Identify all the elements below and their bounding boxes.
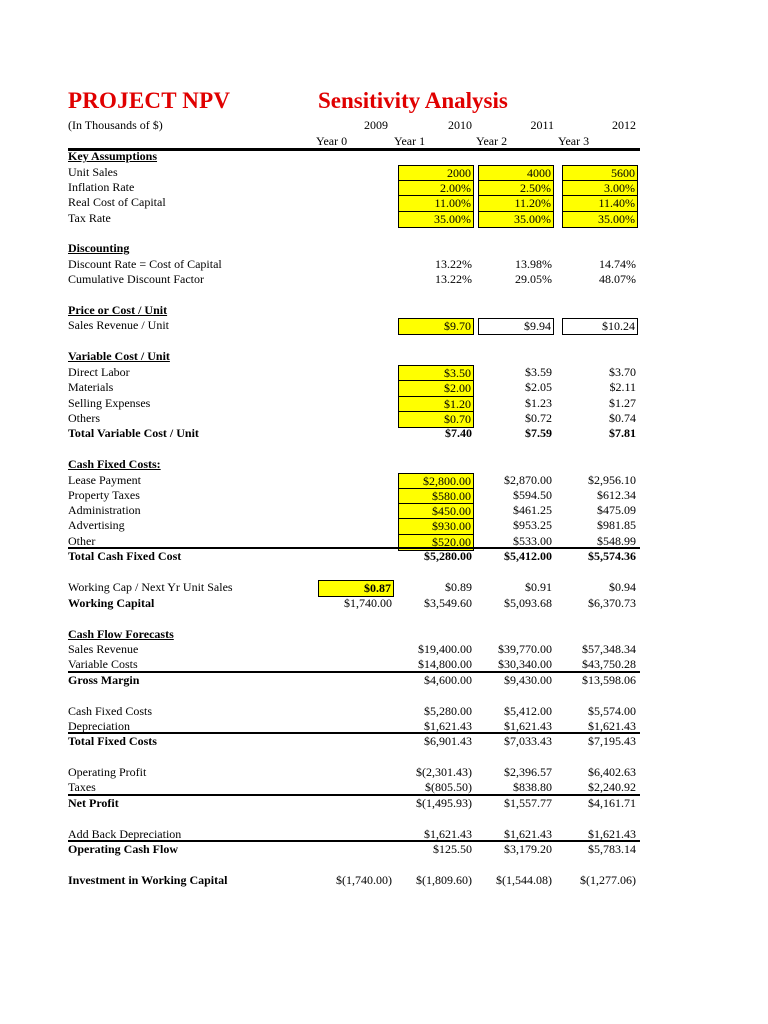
cell-year-0[interactable]: $1,740.00 bbox=[344, 596, 392, 610]
cell-year-3[interactable]: $3.70 bbox=[609, 365, 636, 379]
row-label: Advertising bbox=[68, 518, 125, 532]
row-r05 bbox=[0, 211, 768, 226]
cell-year-1[interactable]: 11.00% bbox=[398, 195, 474, 212]
cell-year-1[interactable]: $5,280.00 bbox=[424, 704, 472, 718]
cell-year-3[interactable]: $5,574.00 bbox=[588, 704, 636, 718]
cell-year-3[interactable]: $4,161.71 bbox=[588, 796, 636, 810]
cell-year-2[interactable]: 13.98% bbox=[515, 257, 552, 271]
cell-year-1[interactable]: $(1,495.93) bbox=[416, 796, 472, 810]
cell-year-2[interactable]: $(1,544.08) bbox=[496, 873, 552, 887]
cell-year-2[interactable]: $39,770.00 bbox=[498, 642, 552, 656]
row-label: Net Profit bbox=[68, 796, 119, 810]
row-r12 bbox=[0, 365, 768, 380]
cell-year-3[interactable]: $2,240.92 bbox=[588, 780, 636, 794]
row-label: Add Back Depreciation bbox=[68, 827, 182, 841]
cell-year-1[interactable]: $4,600.00 bbox=[424, 673, 472, 687]
cell-year-1[interactable]: $1.20 bbox=[398, 396, 474, 413]
calendar-year-2009: 2009 bbox=[364, 118, 388, 132]
cell-year-1[interactable]: $(1,809.60) bbox=[416, 873, 472, 887]
cell-year-1[interactable]: $1,621.43 bbox=[424, 719, 472, 733]
cell-year-2[interactable]: $838.80 bbox=[513, 780, 552, 794]
cell-year-3[interactable]: $1.27 bbox=[609, 396, 636, 410]
row-label: Other bbox=[68, 534, 96, 548]
cell-year-3[interactable]: $0.74 bbox=[609, 411, 636, 425]
row-r18 bbox=[0, 473, 768, 488]
cell-year-3[interactable]: $1,621.43 bbox=[588, 827, 636, 841]
row-r32 bbox=[0, 734, 768, 749]
cell-year-3[interactable]: $(1,277.06) bbox=[580, 873, 636, 887]
row-label: Lease Payment bbox=[68, 473, 141, 487]
row-label: Total Cash Fixed Cost bbox=[68, 549, 182, 563]
row-label: Sales Revenue / Unit bbox=[68, 318, 169, 332]
cell-year-3[interactable]: $612.34 bbox=[597, 488, 636, 502]
row-r01 bbox=[0, 149, 768, 164]
cell-year-2[interactable]: $7.59 bbox=[525, 426, 552, 440]
row-r14 bbox=[0, 396, 768, 411]
row-r26 bbox=[0, 627, 768, 642]
cell-year-1[interactable]: $450.00 bbox=[398, 503, 474, 520]
cell-year-2[interactable]: $594.50 bbox=[513, 488, 552, 502]
cell-year-2[interactable]: $7,033.43 bbox=[504, 734, 552, 748]
row-label: Depreciation bbox=[68, 719, 130, 733]
units-note: (In Thousands of $) bbox=[68, 118, 163, 132]
row-label: Cash Fixed Costs bbox=[68, 704, 153, 718]
cell-year-3[interactable]: $7,195.43 bbox=[588, 734, 636, 748]
year-label-1: Year 1 bbox=[394, 134, 426, 148]
cell-year-3[interactable]: $6,370.73 bbox=[588, 596, 636, 610]
year-label-2: Year 2 bbox=[476, 134, 508, 148]
row-label: Administration bbox=[68, 503, 141, 517]
cell-year-3[interactable]: $548.99 bbox=[597, 534, 636, 548]
page-subtitle: Sensitivity Analysis bbox=[318, 88, 508, 113]
row-r24 bbox=[0, 580, 768, 595]
cell-year-2[interactable]: $5,412.00 bbox=[504, 704, 552, 718]
cell-year-2[interactable]: $9.94 bbox=[478, 318, 554, 335]
cell-year-2[interactable]: $0.91 bbox=[525, 580, 552, 594]
cell-year-1[interactable]: $6,901.43 bbox=[424, 734, 472, 748]
cell-year-3[interactable]: 11.40% bbox=[562, 195, 638, 212]
calendar-year-2011: 2011 bbox=[530, 118, 554, 132]
cell-year-1[interactable]: $5,280.00 bbox=[424, 549, 472, 563]
cell-year-3[interactable]: 3.00% bbox=[562, 180, 638, 197]
cell-year-2[interactable]: $5,412.00 bbox=[504, 549, 552, 563]
row-label: Cash Flow Forecasts bbox=[68, 627, 174, 641]
row-r09 bbox=[0, 303, 768, 318]
row-label: Discount Rate = Cost of Capital bbox=[68, 257, 222, 271]
cell-year-2[interactable]: $2,396.57 bbox=[504, 765, 552, 779]
cell-year-3[interactable]: $1,621.43 bbox=[588, 719, 636, 733]
cell-year-1[interactable]: $7.40 bbox=[445, 426, 472, 440]
row-r11 bbox=[0, 349, 768, 364]
row-r07 bbox=[0, 257, 768, 272]
row-r08 bbox=[0, 272, 768, 287]
cell-year-3[interactable]: 35.00% bbox=[562, 211, 638, 228]
cell-year-3[interactable]: $981.85 bbox=[597, 518, 636, 532]
row-r28 bbox=[0, 657, 768, 672]
cell-year-1[interactable]: $0.89 bbox=[445, 580, 472, 594]
row-label: Operating Profit bbox=[68, 765, 147, 779]
row-label: Working Capital bbox=[68, 596, 155, 610]
cell-year-3[interactable]: $5,783.14 bbox=[588, 842, 636, 856]
cell-year-2[interactable]: $0.72 bbox=[525, 411, 552, 425]
row-r37 bbox=[0, 842, 768, 857]
cell-year-1[interactable]: $2.00 bbox=[398, 380, 474, 397]
cell-year-2[interactable]: $953.25 bbox=[513, 518, 552, 532]
cell-year-1[interactable]: $930.00 bbox=[398, 518, 474, 535]
cell-year-3[interactable]: $2,956.10 bbox=[588, 473, 636, 487]
cell-year-3[interactable]: $5,574.36 bbox=[588, 549, 636, 563]
cell-year-2[interactable]: $30,340.00 bbox=[498, 657, 552, 671]
row-label: Gross Margin bbox=[68, 673, 140, 687]
row-r15 bbox=[0, 411, 768, 426]
row-label: Variable Cost / Unit bbox=[68, 349, 170, 363]
row-r06 bbox=[0, 241, 768, 256]
cell-year-1[interactable]: $19,400.00 bbox=[418, 642, 472, 656]
cell-year-1[interactable]: 2.00% bbox=[398, 180, 474, 197]
cell-year-1[interactable]: $2,800.00 bbox=[398, 473, 474, 490]
cell-year-1[interactable]: $580.00 bbox=[398, 488, 474, 505]
cell-year-0[interactable]: $(1,740.00) bbox=[336, 873, 392, 887]
row-r21 bbox=[0, 518, 768, 533]
row-r20 bbox=[0, 503, 768, 518]
row-r27 bbox=[0, 642, 768, 657]
cell-year-3[interactable]: $6,402.63 bbox=[588, 765, 636, 779]
cell-year-1[interactable]: $125.50 bbox=[433, 842, 472, 856]
row-label: Materials bbox=[68, 380, 114, 394]
row-label: Key Assumptions bbox=[68, 149, 158, 163]
cell-year-3[interactable]: $2.11 bbox=[609, 380, 636, 394]
cell-year-2[interactable]: $5,093.68 bbox=[504, 596, 552, 610]
calendar-year-2012: 2012 bbox=[612, 118, 636, 132]
cell-year-3[interactable]: $475.09 bbox=[597, 503, 636, 517]
row-label: Working Cap / Next Yr Unit Sales bbox=[68, 580, 233, 594]
row-r17 bbox=[0, 457, 768, 472]
cell-year-2[interactable]: 11.20% bbox=[478, 195, 554, 212]
row-label: Real Cost of Capital bbox=[68, 195, 166, 209]
row-label: Discounting bbox=[68, 241, 130, 255]
cell-year-1[interactable]: 2000 bbox=[398, 165, 474, 182]
row-label: Tax Rate bbox=[68, 211, 111, 225]
cell-year-2[interactable]: $1,621.43 bbox=[504, 719, 552, 733]
cell-year-1[interactable]: $(805.50) bbox=[425, 780, 472, 794]
row-r38 bbox=[0, 873, 768, 888]
row-label: Cumulative Discount Factor bbox=[68, 272, 204, 286]
cell-year-2[interactable]: $1.23 bbox=[525, 396, 552, 410]
calendar-year-2010: 2010 bbox=[448, 118, 472, 132]
cell-year-2[interactable]: $3.59 bbox=[525, 365, 552, 379]
cell-year-2[interactable]: 29.05% bbox=[515, 272, 552, 286]
row-r35 bbox=[0, 796, 768, 811]
cell-year-3[interactable]: $43,750.28 bbox=[582, 657, 636, 671]
cell-year-1[interactable]: $9.70 bbox=[398, 318, 474, 335]
row-r25 bbox=[0, 596, 768, 611]
row-r04 bbox=[0, 195, 768, 210]
row-label: Total Variable Cost / Unit bbox=[68, 426, 199, 440]
cell-year-2[interactable]: $461.25 bbox=[513, 503, 552, 517]
cell-year-1[interactable]: $1,621.43 bbox=[424, 827, 472, 841]
cell-year-2[interactable]: 4000 bbox=[478, 165, 554, 182]
row-label: Operating Cash Flow bbox=[68, 842, 179, 856]
cell-year-2[interactable]: $9,430.00 bbox=[504, 673, 552, 687]
year-label-3: Year 3 bbox=[558, 134, 590, 148]
row-r03 bbox=[0, 180, 768, 195]
row-label: Selling Expenses bbox=[68, 396, 151, 410]
cell-year-3[interactable]: 48.07% bbox=[599, 272, 636, 286]
row-r33 bbox=[0, 765, 768, 780]
row-label: Unit Sales bbox=[68, 165, 118, 179]
cell-year-3[interactable]: 14.74% bbox=[599, 257, 636, 271]
cell-year-3[interactable]: $0.94 bbox=[609, 580, 636, 594]
cell-year-2[interactable]: $3,179.20 bbox=[504, 842, 552, 856]
row-r34 bbox=[0, 780, 768, 795]
row-r16 bbox=[0, 426, 768, 441]
cell-year-3[interactable]: $57,348.34 bbox=[582, 642, 636, 656]
cell-year-3[interactable]: $7.81 bbox=[609, 426, 636, 440]
cell-year-2[interactable]: 35.00% bbox=[478, 211, 554, 228]
cell-year-1[interactable]: $520.00 bbox=[398, 534, 474, 551]
cell-year-3[interactable]: $10.24 bbox=[562, 318, 638, 335]
cell-year-3[interactable]: $13,598.06 bbox=[582, 673, 636, 687]
row-label: Investment in Working Capital bbox=[68, 873, 228, 887]
year-label-0: Year 0 bbox=[316, 134, 348, 148]
row-label: Direct Labor bbox=[68, 365, 130, 379]
cell-year-2[interactable]: 2.50% bbox=[478, 180, 554, 197]
cell-year-2[interactable]: $1,557.77 bbox=[504, 796, 552, 810]
row-r02 bbox=[0, 165, 768, 180]
row-label: Cash Fixed Costs: bbox=[68, 457, 161, 471]
row-r19 bbox=[0, 488, 768, 503]
page-title: PROJECT NPV bbox=[68, 88, 231, 113]
row-label: Total Fixed Costs bbox=[68, 734, 157, 748]
row-r23 bbox=[0, 549, 768, 564]
cell-year-1[interactable]: 13.22% bbox=[435, 272, 472, 286]
row-label: Others bbox=[68, 411, 100, 425]
cell-year-2[interactable]: $1,621.43 bbox=[504, 827, 552, 841]
row-label: Variable Costs bbox=[68, 657, 138, 671]
row-label: Taxes bbox=[68, 780, 96, 794]
cell-year-1[interactable]: $14,800.00 bbox=[418, 657, 472, 671]
row-r29 bbox=[0, 673, 768, 688]
cell-year-1[interactable]: $3.50 bbox=[398, 365, 474, 382]
row-label: Price or Cost / Unit bbox=[68, 303, 168, 317]
row-r10 bbox=[0, 318, 768, 333]
row-label: Sales Revenue bbox=[68, 642, 139, 656]
cell-year-1[interactable]: 13.22% bbox=[435, 257, 472, 271]
cell-year-2[interactable]: $2,870.00 bbox=[504, 473, 552, 487]
row-r13 bbox=[0, 380, 768, 395]
cell-year-2[interactable]: $2.05 bbox=[525, 380, 552, 394]
cell-year-1[interactable]: $3,549.60 bbox=[424, 596, 472, 610]
cell-year-3[interactable]: 5600 bbox=[562, 165, 638, 182]
cell-year-1[interactable]: $0.70 bbox=[398, 411, 474, 428]
cell-year-2[interactable]: $533.00 bbox=[513, 534, 552, 548]
total-rule bbox=[68, 671, 640, 673]
total-rule bbox=[68, 794, 640, 796]
cell-year-1[interactable]: 35.00% bbox=[398, 211, 474, 228]
cell-year-1[interactable]: $(2,301.43) bbox=[416, 765, 472, 779]
row-label: Inflation Rate bbox=[68, 180, 135, 194]
cell-year-0[interactable]: $0.87 bbox=[318, 580, 394, 597]
row-r30 bbox=[0, 704, 768, 719]
row-label: Property Taxes bbox=[68, 488, 140, 502]
